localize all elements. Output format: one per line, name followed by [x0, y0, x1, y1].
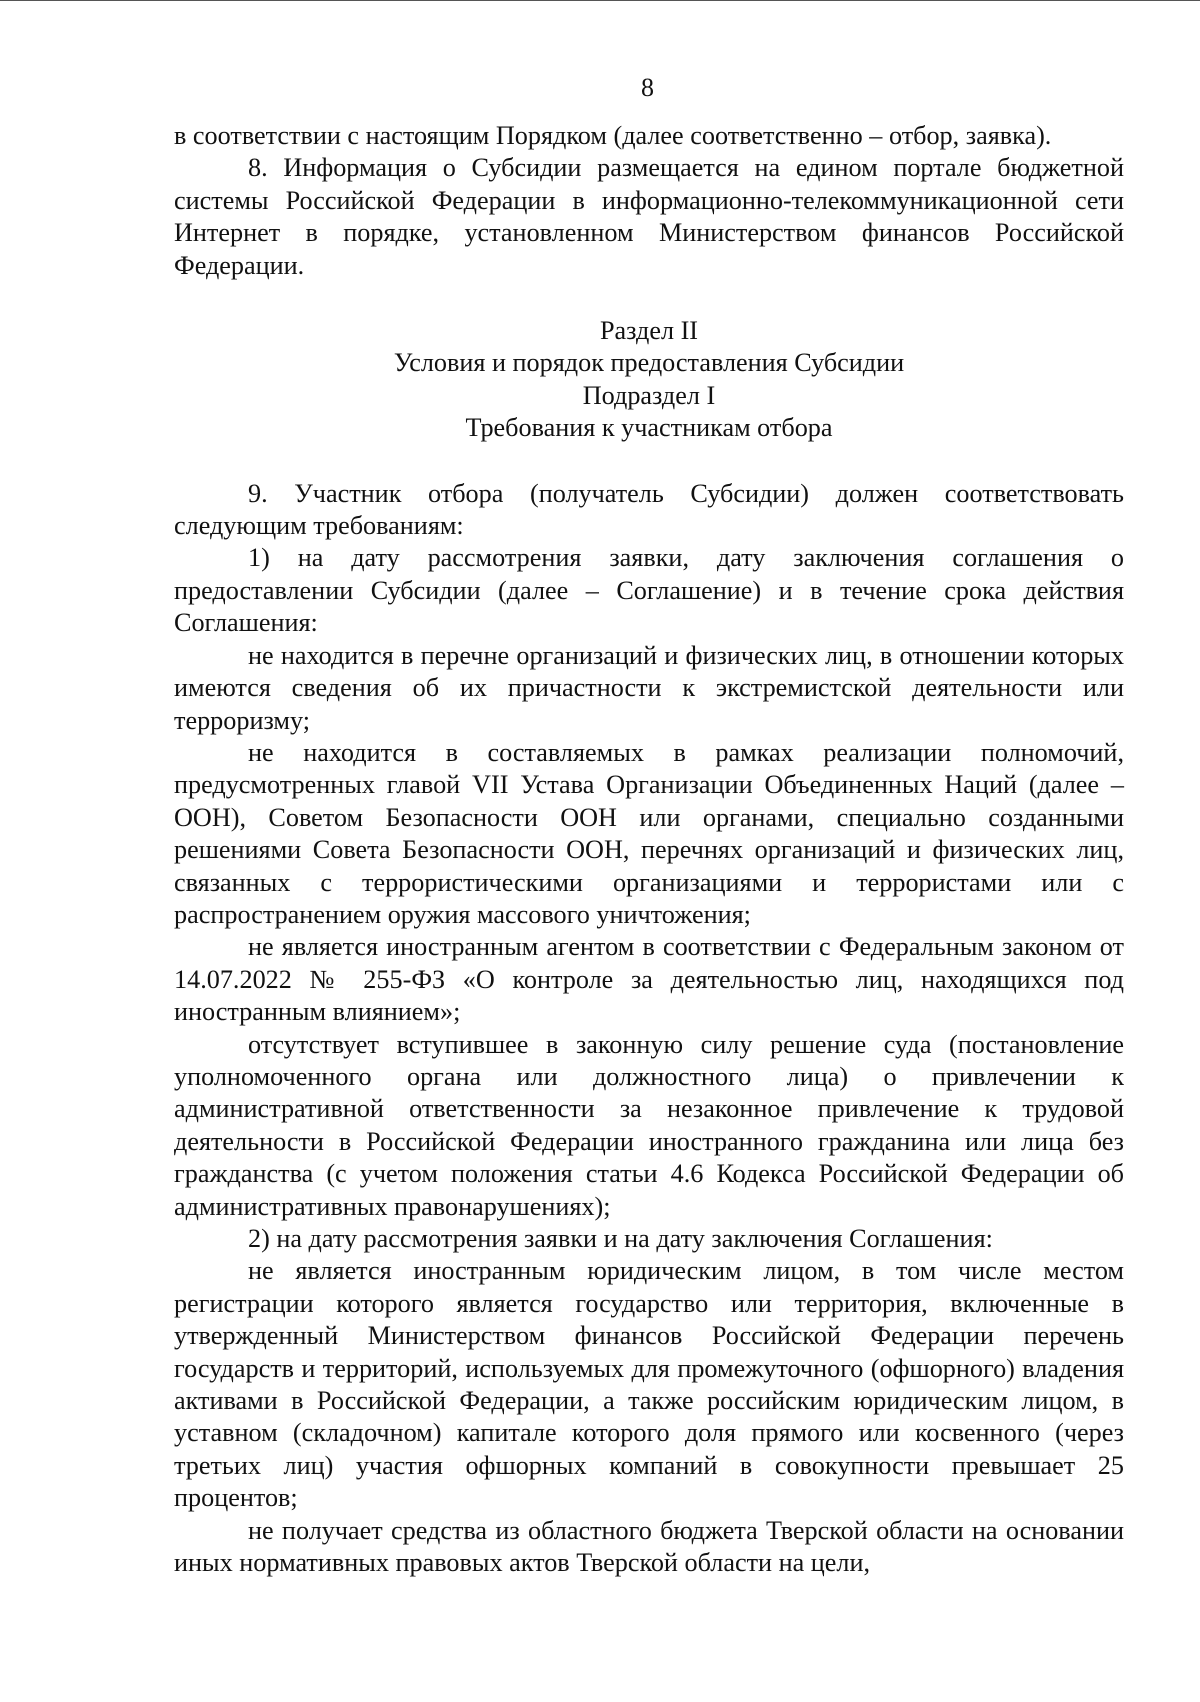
paragraph: не является иностранным агентом в соответствии с Федеральным законом от 14.07.2022 № 255-ФЗ «О контроле за деятельностью лиц, находящихся под иностранным влиянием»;: [174, 932, 1124, 1027]
paragraph: 8. Информация о Субсидии размещается на едином портале бюджетной системы Российской Федерации в информационно-телекоммуникационной сети Интернет в порядке, установленном Министерством финансов Российской Федерации.: [174, 153, 1124, 280]
paragraphs-main: [174, 478, 1124, 1580]
paragraph: не находится в перечне организаций и физических лиц, в отношении которых имеются сведения об их причастности к экстремистской деятельности или терроризму;: [174, 640, 1124, 735]
paragraph: не находится в составляемых в рамках реализации полномочий, предусмотренных главой VII Устава Организации Объединенных Наций (далее – ООН), Советом Безопасности ООН или органами, специально созданными решениями Совета Безопасности ООН, перечнях организаций и физических лиц, связанных с террористическими организациями и террористами или с распространением оружия массового уничтожения;: [174, 737, 1124, 929]
subsection-title: Требования к участникам отбора: [465, 413, 833, 443]
scan-edge-line: [0, 0, 1200, 1]
paragraph: 1) на дату рассмотрения заявки, дату заключения соглашения о предоставлении Субсидии (далее – Соглашение) и в течение срока действия Соглашения:: [174, 543, 1124, 638]
section-title: Условия и порядок предоставления Субсидии: [393, 348, 905, 378]
paragraph: отсутствует вступившее в законную силу решение суда (постановление уполномоченного органа или должностного лица) о привлечении к административной ответственности за незаконное привлечение к трудовой деятельности в Российской Федерации иностранного гражданина или лица без гражданства (с учетом положения статьи 4.6 Кодекса Российской Федерации об административных правонарушениях);: [174, 1029, 1124, 1221]
document-body: [174, 120, 1124, 1579]
paragraph: в соответствии с настоящим Порядком (далее соответственно – отбор, заявка).: [174, 121, 1052, 150]
paragraph: 2) на дату рассмотрения заявки и на дату заключения Соглашения:: [248, 1224, 993, 1253]
page-number: 8: [641, 73, 654, 102]
paragraph: не является иностранным юридическим лицом, в том числе местом регистрации которого является государство или территория, включенные в утвержденный Министерством финансов Российской Федерации перечень государств и территорий, используемых для промежуточного (офшорного) владения активами в Российской Федерации, а также российским юридическим лицом, в уставном (складочном) капитале которого доля прямого или косвенного (через третьих лиц) участия офшорных компаний в совокупности превышает 25 процентов;: [174, 1256, 1124, 1513]
subsection-label: Подраздел I: [582, 380, 716, 410]
paragraph: не получает средства из областного бюджета Тверской области на основании иных нормативных правовых актов Тверской области на цели,: [174, 1515, 1124, 1578]
section-heading: [174, 315, 1124, 445]
paragraph: 9. Участник отбора (получатель Субсидии) должен соответствовать следующим требованиям:: [174, 478, 1124, 541]
paragraphs-top: [174, 120, 1124, 282]
section-label: Раздел II: [599, 316, 699, 346]
